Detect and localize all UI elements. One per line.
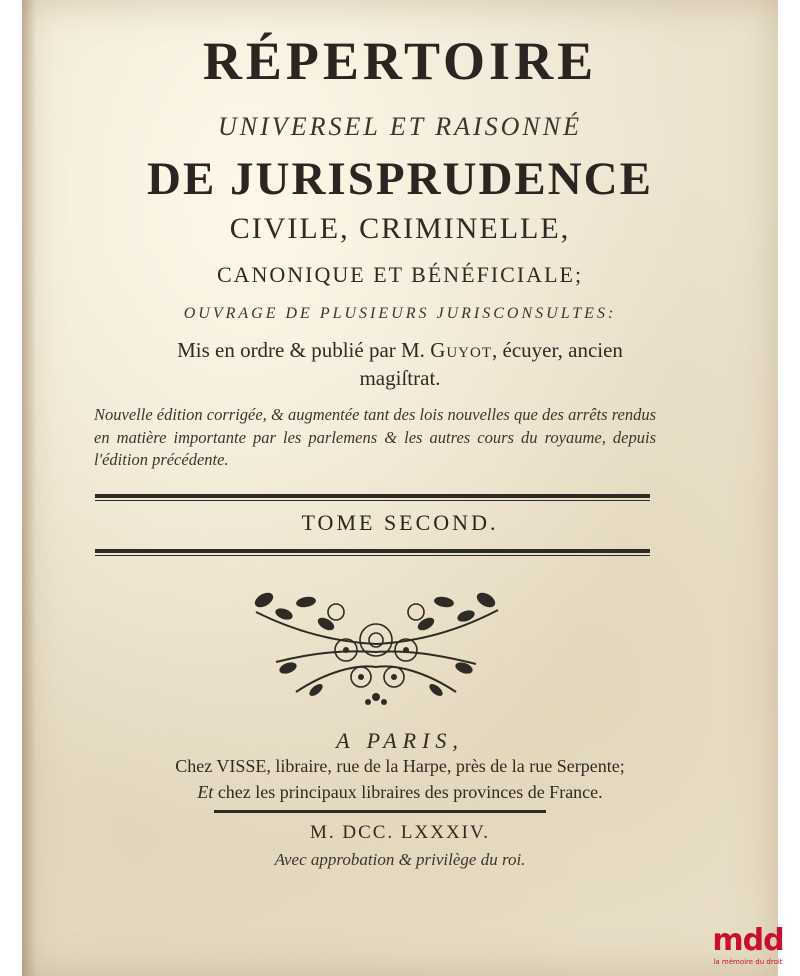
imprint-et: Et <box>197 782 214 802</box>
approbation-line: Avec approbation & privilège du roi. <box>274 850 526 869</box>
imprint-city: A PARIS, <box>336 728 464 753</box>
editor-title: magiſtrat. <box>359 366 441 390</box>
editor-line <box>22 338 778 363</box>
title-universel: UNIVERSEL ET RAISONNÉ <box>218 112 582 141</box>
title-civile-criminelle: CIVILE, CRIMINELLE, <box>229 212 571 245</box>
title-canonique: CANONIQUE ET BÉNÉFICIALE; <box>216 262 584 287</box>
imprint-booksellers-text: chez les principaux libraires des provinces de France. <box>213 782 603 802</box>
title-repertoire: RÉPERTOIRE <box>202 31 598 91</box>
publication-date: M. DCC. LXXXIV. <box>309 822 491 843</box>
mdd-logo <box>700 925 796 973</box>
imprint-rule <box>214 810 546 813</box>
title-jurisprudence: DE JURISPRUDENCE <box>147 153 653 205</box>
logo-mark: mdd <box>712 923 784 958</box>
logo-tagline: la mémoire du droit <box>713 958 783 966</box>
subtitle-ouvrage: OUVRAGE DE PLUSIEURS JURISCONSULTES: <box>183 305 617 322</box>
edition-note: Nouvelle édition corrigée, & augmentée tant des lois nouvelles que des arrêts rendus en matière importante par les parlemens & les autres cours du royaume, depuis l'édition précédente. <box>94 405 656 469</box>
top-double-rule <box>95 494 650 501</box>
editor-prefix: Mis en ordre & publié par M. <box>177 338 425 362</box>
editor-suffix: , écuyer, ancien <box>492 338 623 362</box>
editor-name: Guyot <box>430 338 493 362</box>
floral-ornament-icon <box>236 572 516 712</box>
imprint-booksellers <box>22 782 778 803</box>
bottom-double-rule <box>95 549 650 556</box>
imprint-publisher: Chez VISSE, libraire, rue de la Harpe, près de la rue Serpente; <box>175 756 625 776</box>
volume-label: TOME SECOND. <box>301 510 499 535</box>
